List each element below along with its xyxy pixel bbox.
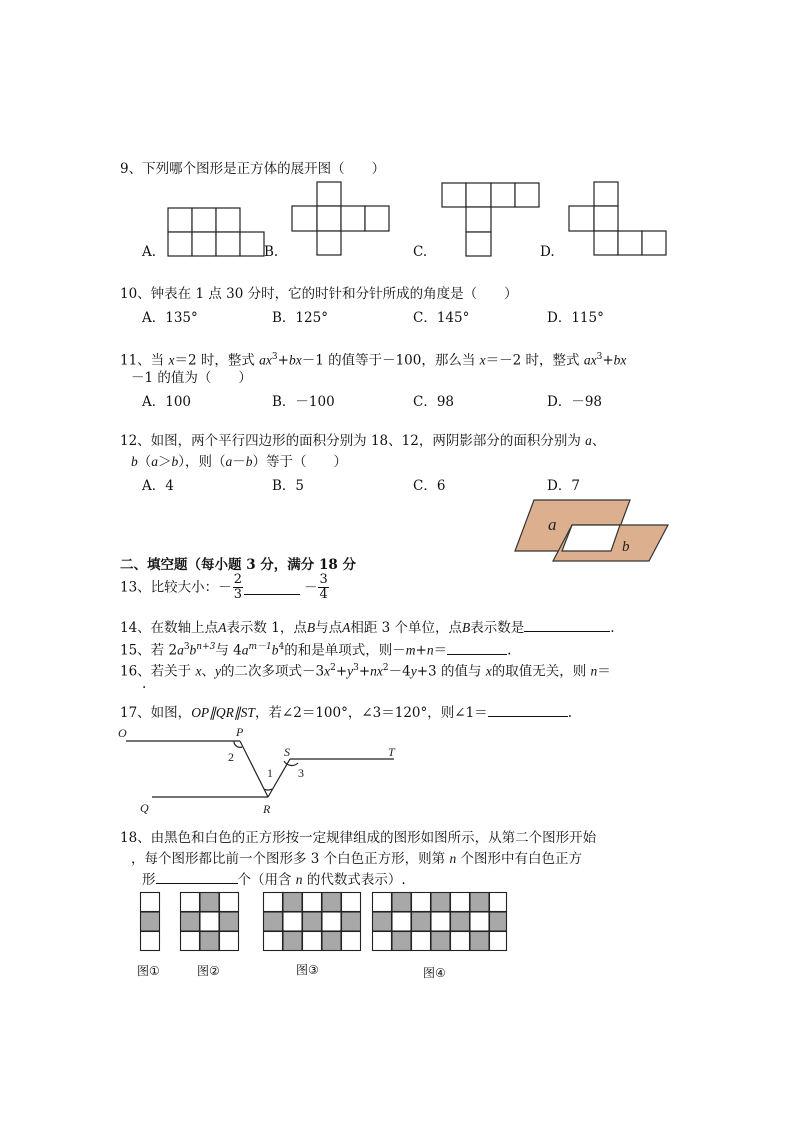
q12-line2: b（a＞b），则（a－b）等于（ ） — [131, 454, 347, 470]
q18-line1: 18、由黑色和白色的正方形按一定规律组成的图形如图所示，从第二个图形开始 — [120, 830, 597, 846]
q13-blank — [244, 580, 300, 595]
label-R: R — [263, 802, 271, 816]
q9-figure-b — [292, 182, 390, 256]
q18-pattern-3 — [263, 892, 363, 952]
q11-option-b: B．－100 — [272, 394, 335, 410]
q12-label-b: b — [622, 539, 630, 555]
q12-option-a: A．4 — [142, 478, 174, 494]
q18-caption-2: 图② — [197, 964, 220, 978]
q9-label-d: D. — [540, 244, 555, 260]
q18-pattern-2 — [180, 892, 240, 952]
q10-option-a: A．135° — [142, 310, 198, 326]
q13-fraction-1: $\frac{2}{3}$ — [233, 572, 242, 602]
q11-line2: －1 的值为（ ） — [131, 370, 252, 386]
q12-overlap-region — [562, 525, 620, 551]
q9-stem: 9、下列哪个图形是正方体的展开图（ ） — [120, 161, 386, 177]
label-angle-1: 1 — [267, 766, 273, 780]
q12-option-d: D．7 — [547, 478, 580, 494]
q17-line: 17、如图，OP∥QR∥ST，若∠2＝100°，∠3＝120°，则∠1＝ . — [120, 702, 572, 723]
q18-line2: ，每个图形都比前一个图形多 3 个白色正方形，则第 n 个图形中有白色正方 — [131, 851, 583, 867]
q18-caption-1: 图① — [137, 964, 160, 978]
q18-pattern-4 — [372, 892, 508, 952]
q11-line1: 11、当 x＝2 时，整式 $ax^3+bx-1$ 的值等于－100，那么当 x＝－2 时，整式 $ax^3+bx$ — [120, 352, 627, 369]
q15-line: 15、若 $2a^3b^{n+3}$与 $4a^{m-1}b^4$的和是单项式，则－m+n＝ . — [120, 637, 511, 661]
q12-parallelogram-figure — [514, 498, 674, 568]
q9-figure-d — [569, 182, 667, 256]
q18-pattern-1 — [140, 892, 160, 952]
q13-fraction-2: $\frac{3}{4}$ — [319, 572, 328, 602]
q18-line3: 形 个（用含 n 的代数式表示）. — [142, 869, 406, 890]
q11-option-a: A．100 — [142, 394, 192, 410]
q9-label-b: B. — [264, 244, 279, 260]
q12-line1: 12、如图，两个平行四边形的面积分别为 18、12，两阴影部分的面积分别为 a、 — [120, 433, 606, 449]
q18-caption-3: 图③ — [296, 963, 319, 977]
q9-label-c: C. — [413, 244, 428, 260]
q12-option-c: C．6 — [413, 478, 446, 494]
q14-blank — [524, 617, 610, 632]
q17-blank — [488, 702, 568, 717]
q10-stem: 10、钟表在 1 点 30 分时，它的时针和分针所成的角度是（ ） — [120, 286, 518, 302]
q14-line: 14、在数轴上点A表示数 1，点B与点A相距 3 个单位，点B表示数是 . — [120, 617, 615, 638]
q10-option-d: D．115° — [547, 310, 604, 326]
q12-option-b: B．5 — [272, 478, 305, 494]
label-T: T — [388, 745, 395, 759]
section-2-heading: 二、填空题（每小题 3 分，满分 18 分 — [120, 557, 356, 573]
q18-caption-4: 图④ — [423, 966, 446, 980]
label-Q: Q — [140, 801, 149, 815]
q13-line: 13、比较大小：－ $\frac{2}{3}$ － $\frac{3}{4}$ — [120, 572, 328, 602]
label-S: S — [284, 745, 290, 759]
label-angle-3: 3 — [298, 766, 304, 780]
q18-blank — [156, 869, 238, 884]
q9-figure-a — [168, 208, 264, 256]
q16-end-dot: . — [142, 676, 147, 692]
q10-option-b: B．125° — [272, 310, 328, 326]
q10-option-c: C．145° — [413, 310, 470, 326]
q9-label-a: A. — [142, 244, 157, 260]
q11-option-c: C．98 — [413, 394, 455, 410]
angle-1-arc — [264, 789, 272, 790]
q11-option-d: D．－98 — [547, 394, 603, 410]
q15-blank — [447, 640, 507, 655]
q16-line: 16、若关于 x、y的二次多项式$-3x^2+y^3+nx^2-4y+3$ 的值与 x的取值无关，则 n＝ — [120, 663, 611, 680]
label-P: P — [236, 725, 244, 739]
label-angle-2: 2 — [228, 750, 234, 764]
segment-pr — [240, 741, 268, 797]
label-O: O — [118, 726, 127, 740]
q12-label-a: a — [548, 515, 557, 534]
q9-figure-c — [442, 183, 540, 257]
q17-parallel-lines-figure — [118, 727, 398, 817]
